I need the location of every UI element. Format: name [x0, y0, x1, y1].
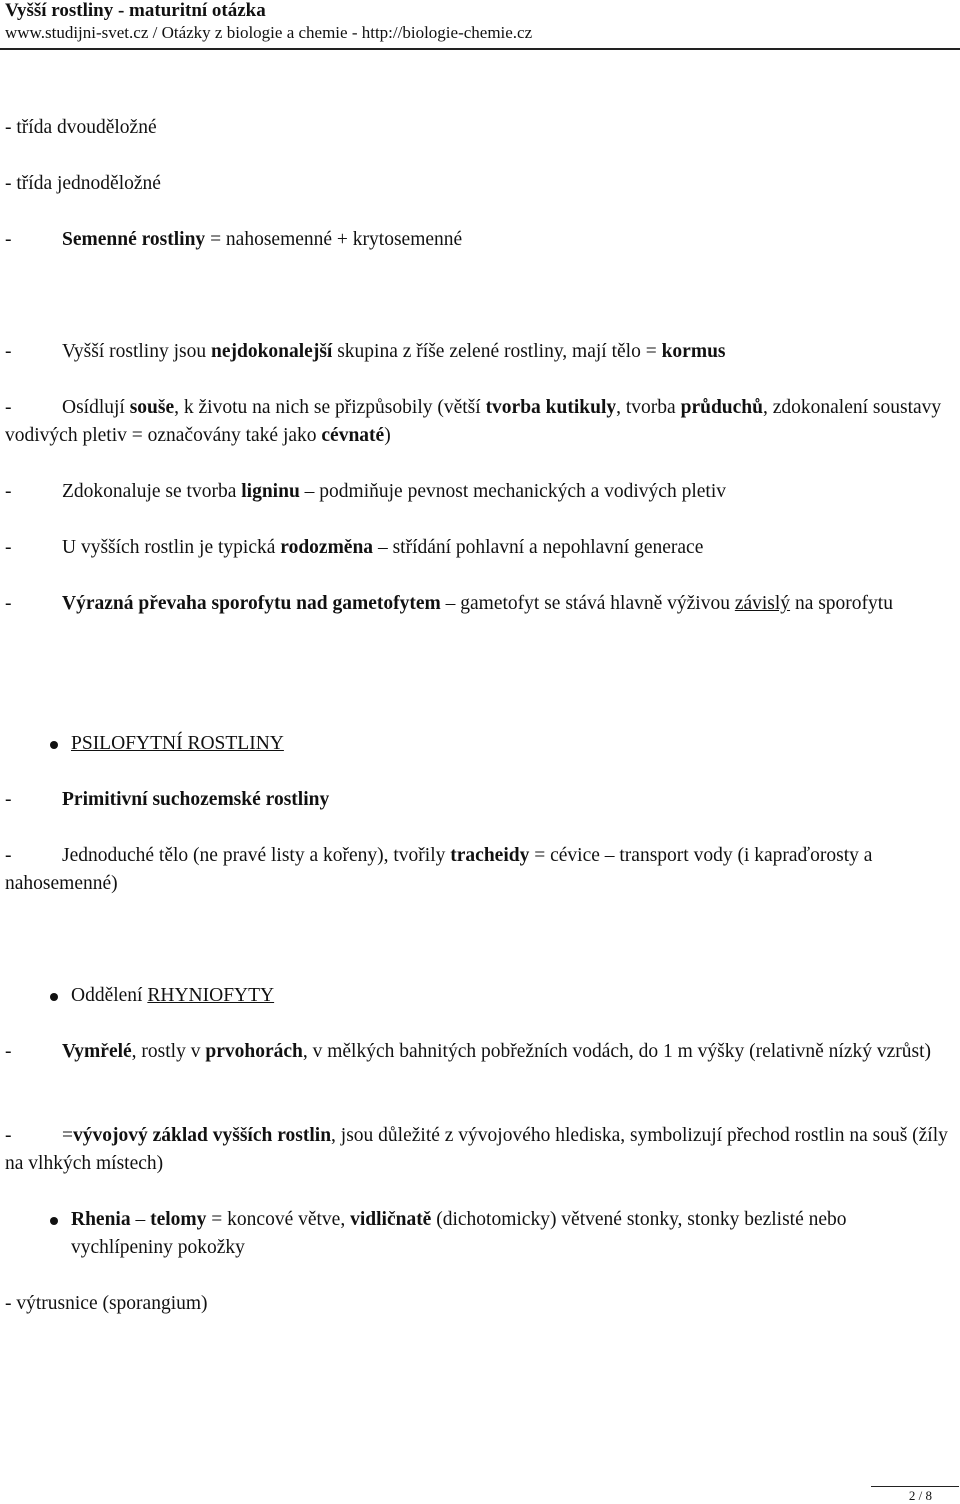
paragraph-monocots: - třída jednoděložné [5, 173, 161, 194]
paragraph-simple-body: - Jednoduché tělo (ne pravé listy a kořeny), tvořily tracheidy = cévice – transport vody (i kapraďorosty a nahosemenné) [5, 842, 950, 898]
header-divider [0, 48, 960, 50]
bullet-rhyniophyta-heading: Oddělení RHYNIOFYTY [50, 982, 930, 1010]
dash-marker: - [5, 537, 12, 558]
paragraph-alternation: - U vyšších rostlin je typická rodozměna – střídání pohlavní a nepohlavní generace [5, 534, 950, 562]
paragraph-seed-plants: - Semenné rostliny = nahosemenné + krytosemenné [5, 226, 950, 254]
page-header [5, 0, 957, 44]
dash-marker: - [5, 845, 12, 866]
document-title: Vyšší rostliny - maturitní otázka [5, 0, 266, 21]
paragraph-lignin: - Zdokonaluje se tvorba ligninu – podmiňuje pevnost mechanických a vodivých pletiv [5, 478, 950, 506]
dash-marker: - [5, 1041, 12, 1062]
dash-marker: - [5, 397, 12, 418]
document-source: www.studijni-svet.cz / Otázky z biologie a chemie - http://biologie-chemie.cz [5, 23, 533, 42]
paragraph-colonize-land: - Osídlují souše, k životu na nich se přizpůsobily (větší tvorba kutikuly, tvorba průduchů, zdokonalení soustavy vodivých pletiv = označovány také jako cévnaté) [5, 394, 950, 450]
dash-marker: - [5, 229, 12, 250]
paragraph-primitive: - Primitivní suchozemské rostliny [5, 786, 950, 814]
dash-marker: - [5, 481, 12, 502]
paragraph-dicots: - třída dvouděložné [5, 117, 157, 138]
paragraph-extinct: - Vymřelé, rostly v prvohorách, v mělkých bahnitých pobřežních vodách, do 1 m výšky (relativně nízký vzrůst) [5, 1038, 950, 1066]
paragraph-sporangium: - výtrusnice (sporangium) [5, 1293, 208, 1314]
paragraph-evolution-basis: - =vývojový základ vyšších rostlin, jsou důležité z vývojového hlediska, symbolizují přechod rostlin na souš (žíly na vlhkých místech) [5, 1122, 950, 1178]
dash-marker: - [5, 789, 12, 810]
footer-divider [871, 1486, 959, 1487]
page-number: 2 / 8 [908, 1488, 932, 1503]
bullet-psilophyta-heading: PSILOFYTNÍ ROSTLINY [50, 730, 930, 758]
paragraph-sporophyte: - Výrazná převaha sporofytu nad gametofytem – gametofyt se stává hlavně výživou závislý na sporofytu [5, 590, 950, 618]
bullet-dot [50, 741, 58, 749]
dash-marker: - [5, 593, 12, 614]
dash-marker: - [5, 341, 12, 362]
bullet-dot [50, 1217, 58, 1225]
paragraph-higher-plants: - Vyšší rostliny jsou nejdokonalejší skupina z říše zelené rostliny, mají tělo = kormus [5, 338, 950, 366]
bullet-rhenia: Rhenia – telomy = koncové větve, vidličnatě (dichotomicky) větvené stonky, stonky bezlisté nebo vychlípeniny pokožky [50, 1206, 930, 1262]
bullet-dot [50, 993, 58, 1001]
dash-marker: - [5, 1125, 12, 1146]
